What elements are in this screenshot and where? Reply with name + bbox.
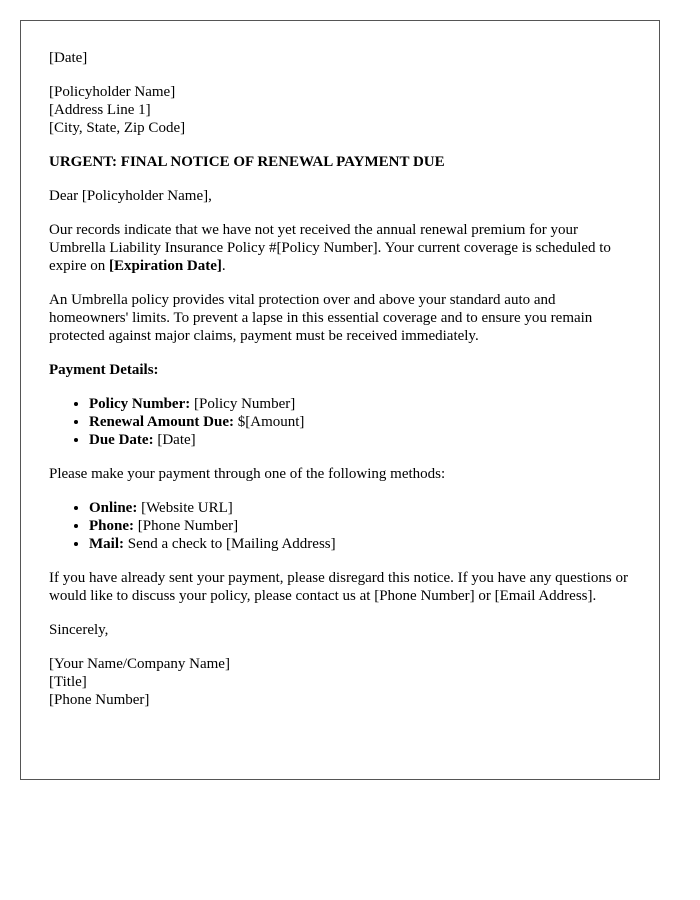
recipient-name: [Policyholder Name]: [49, 84, 176, 100]
paragraph-contact: If you have already sent your payment, please disregard this notice. If you have any questions or would like to discuss your policy, please contact us at [Phone Number] or [Email Address].: [49, 570, 628, 604]
payment-methods-list: [49, 499, 631, 553]
signature-title: [Title]: [49, 674, 87, 690]
payment-details-heading: Payment Details:: [49, 362, 159, 378]
item-value: $[Amount]: [234, 414, 305, 430]
recipient-address-line1: [Address Line 1]: [49, 102, 151, 118]
payment-details-list: [49, 395, 631, 449]
list-item: [89, 517, 631, 535]
recipient-city-state-zip: [City, State, Zip Code]: [49, 120, 186, 136]
method-label: Online:: [89, 500, 138, 516]
list-item: [89, 395, 631, 413]
item-value: [Date]: [153, 432, 196, 448]
list-item: [89, 499, 631, 517]
method-value: [Phone Number]: [134, 518, 239, 534]
item-label: Renewal Amount Due:: [89, 414, 234, 430]
salutation: Dear [Policyholder Name],: [49, 188, 212, 204]
recipient-address: [49, 83, 631, 137]
item-value: [Policy Number]: [190, 396, 296, 412]
paragraph-overdue-end: .: [221, 258, 226, 274]
method-value: Send a check to [Mailing Address]: [124, 536, 336, 552]
closing: Sincerely,: [49, 622, 109, 638]
paragraph-overdue-text: Our records indicate that we have not yet received the annual renewal premium for your Umbrella Liability Insurance Policy #[Policy Number]. Your current coverage is scheduled to expire on: [49, 222, 611, 274]
item-label: Policy Number:: [89, 396, 191, 412]
list-item: [89, 431, 631, 449]
list-item: [89, 535, 631, 553]
letter-date: [Date]: [49, 50, 88, 66]
signature-block: [49, 655, 631, 709]
signature-name: [Your Name/Company Name]: [49, 656, 230, 672]
item-label: Due Date:: [89, 432, 154, 448]
signature-phone: [Phone Number]: [49, 692, 150, 708]
letter-subject: URGENT: FINAL NOTICE OF RENEWAL PAYMENT DUE: [49, 154, 445, 170]
method-value: [Website URL]: [137, 500, 233, 516]
methods-intro: Please make your payment through one of the following methods:: [49, 466, 446, 482]
letter-page: [20, 20, 660, 780]
paragraph-umbrella: An Umbrella policy provides vital protection over and above your standard auto and homeowners' limits. To prevent a lapse in this essential coverage and to ensure you remain protected against major claims, payment must be received immediately.: [49, 292, 593, 344]
method-label: Mail:: [89, 536, 124, 552]
expiration-date: [Expiration Date]: [108, 258, 222, 274]
method-label: Phone:: [89, 518, 134, 534]
list-item: [89, 413, 631, 431]
paragraph-overdue: [49, 221, 631, 275]
